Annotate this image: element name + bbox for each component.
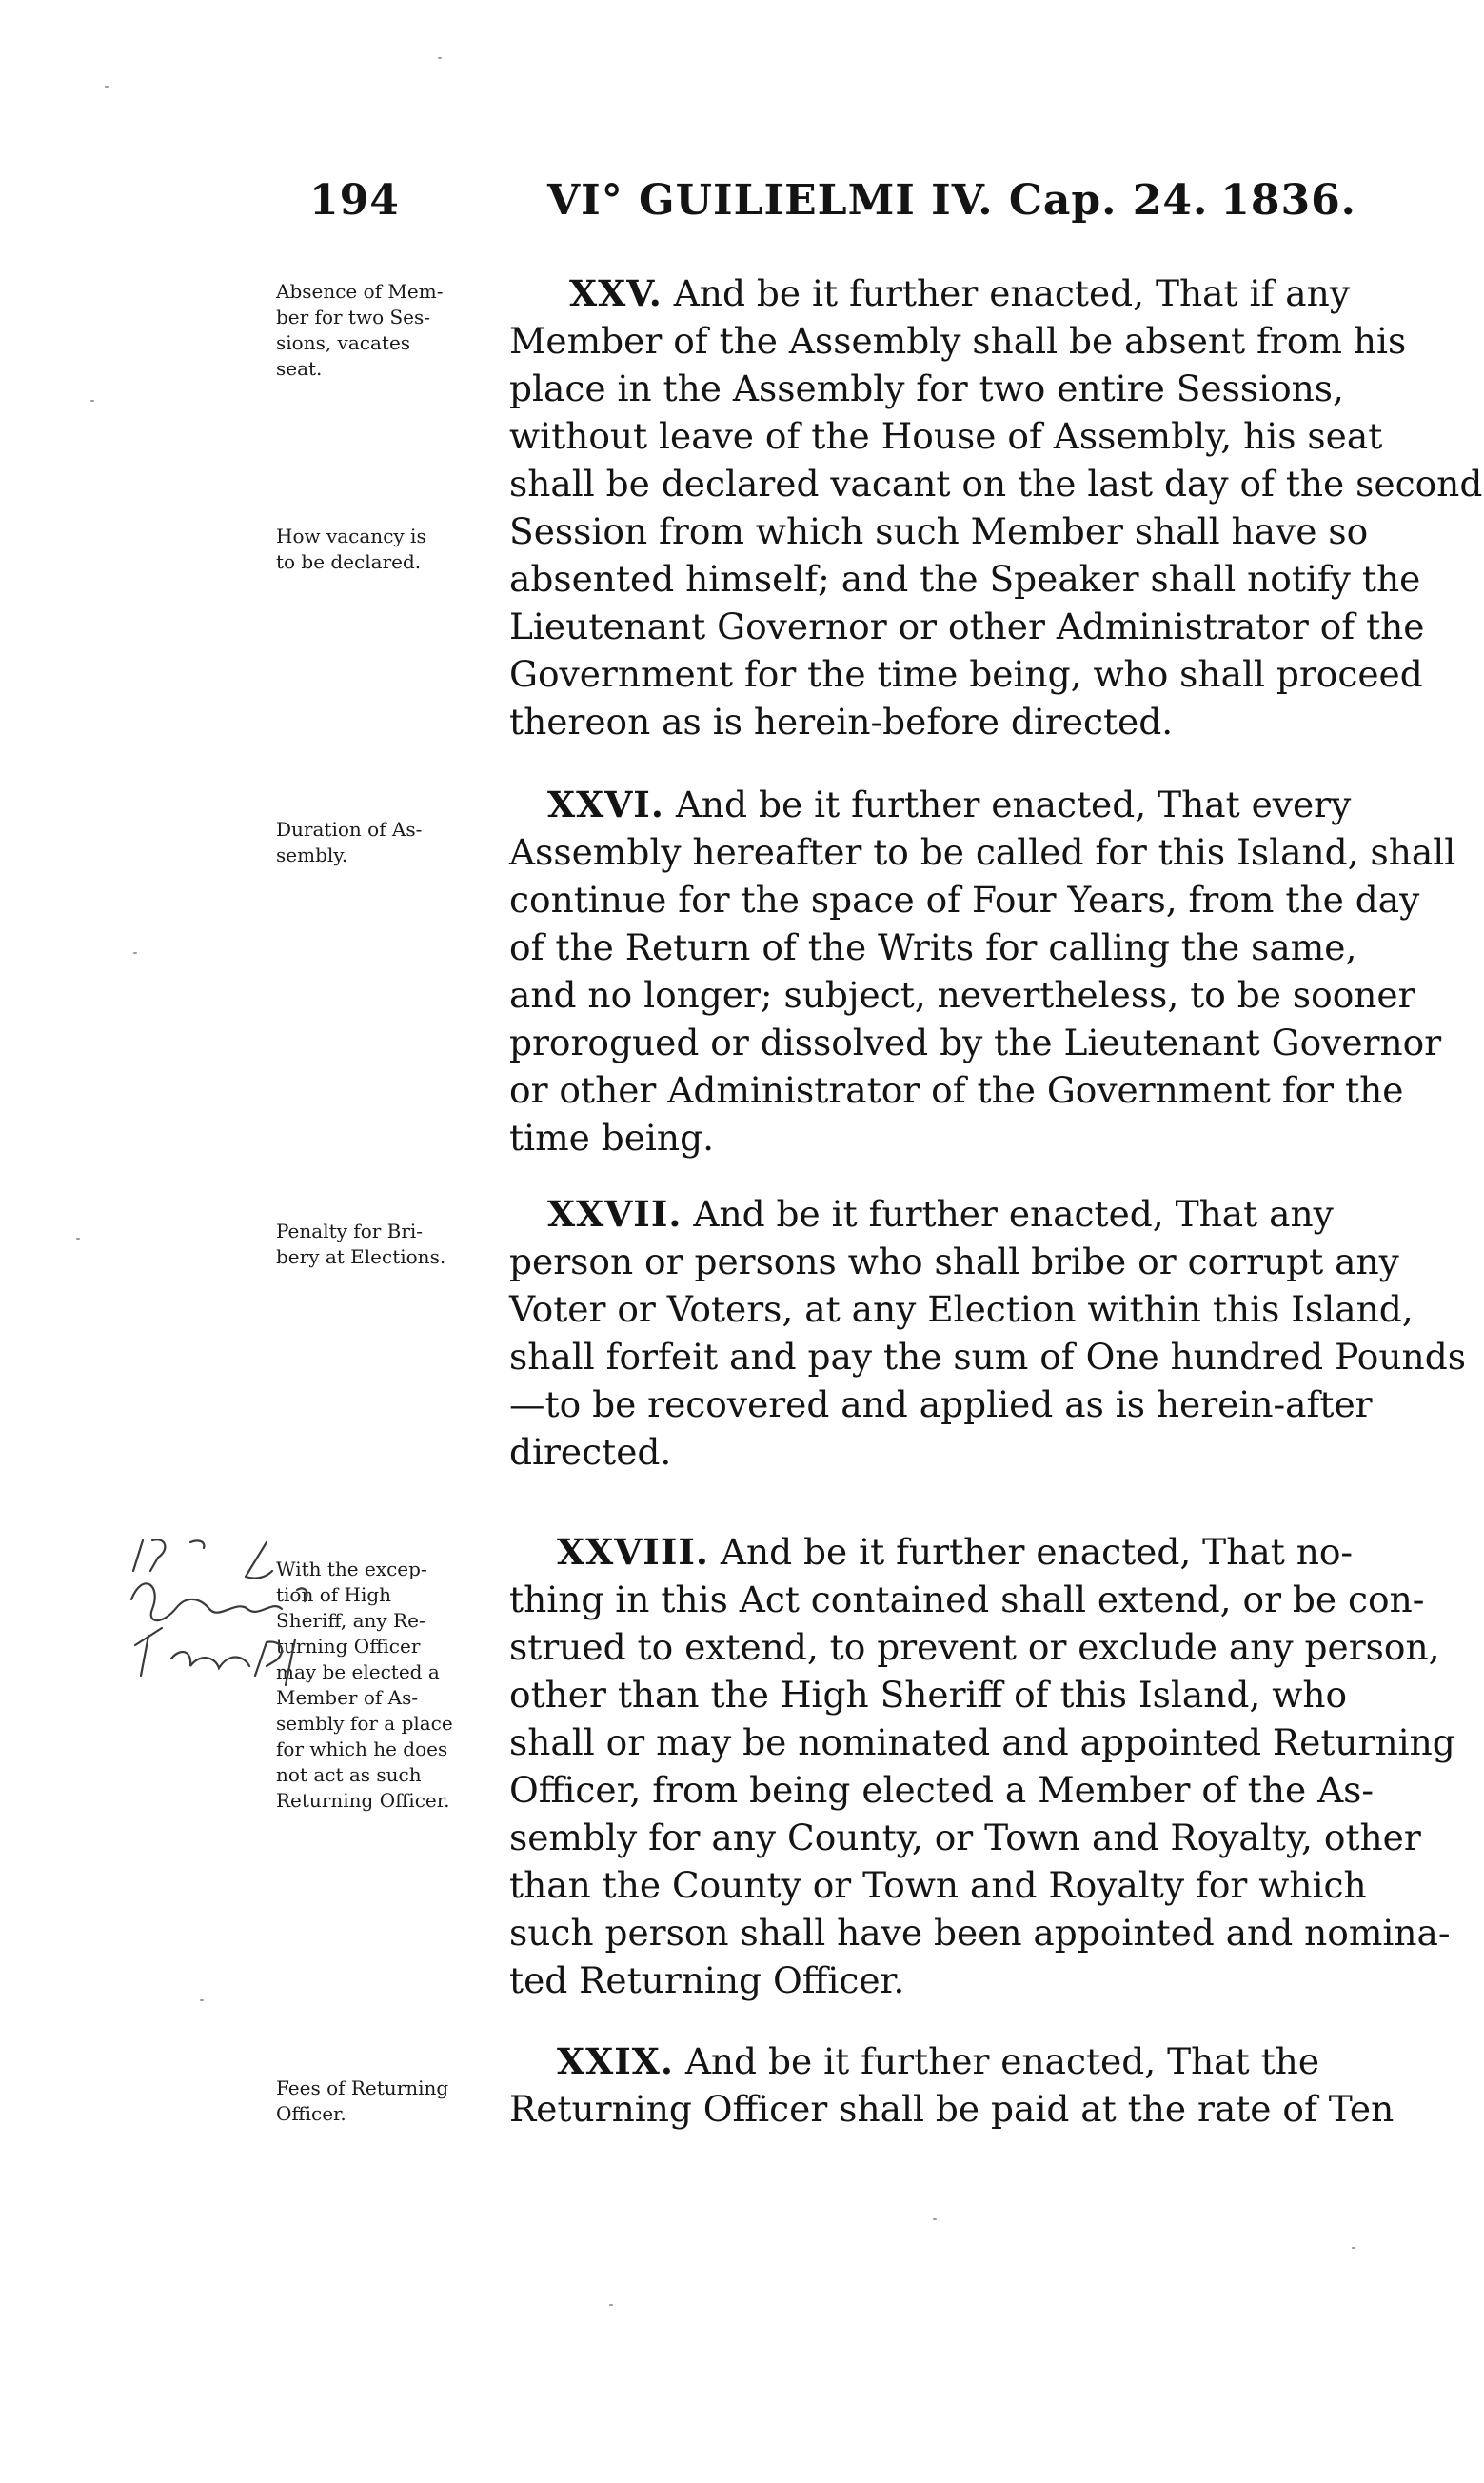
section-numeral: XXVI. — [547, 784, 664, 825]
section-xxviii: XXVIII. And be it further enacted, That no- thing in this Act contained shall extend, or be con- strued to extend, to prevent or exclude any person, other than the High Sheriff of this Island, who shall or may be nominated and appointed Returning Officer, from being elected a Member of the As- sembly for any County, or Town and Royalty, other than the County or Town and Royalty for which such person shall have been appointed and nomina- ted Returning Officer. — [509, 1531, 1455, 2001]
scan-speck — [609, 2304, 613, 2306]
section-xxv: XXV. And be it further enacted, That if any Member of the Assembly shall be absent from his place in the Assembly for two entire Sessions, without leave of the House of Assembly, his seat shall be declared vacant on the last day of the second Session from which such Member shall have so absented himself; and the Speaker shall notify the Lieutenant Governor or other Administrator of the Government for the time being, who shall proceed thereon as is herein-before directed. — [509, 272, 1483, 743]
scan-speck — [438, 57, 442, 59]
section-xxvii: XXVII. And be it further enacted, That any person or persons who shall bribe or corrupt any Voter or Voters, at any Election within this Island, shall forfeit and pay the sum of One hundred Pounds —to be recovered and applied as is herein-after directed. — [509, 1193, 1466, 1473]
section-xxix: XXIX. And be it further enacted, That the Returning Officer shall be paid at the rate of Ten — [509, 2040, 1395, 2130]
margin-note-fees: Fees of Returning Officer. — [276, 2076, 449, 2125]
section-numeral: XXIX. — [557, 2040, 674, 2082]
scan-speck — [90, 400, 94, 402]
scan-speck — [105, 86, 109, 88]
margin-note-returning-officer: With the excep- tion of High Sheriff, any Re- turning Officer may be elected a Member of As- sembly for a place for which he does not act as such Returning Officer. — [276, 1558, 453, 1812]
section-numeral: XXVII. — [547, 1193, 683, 1235]
running-year: 1836. — [1220, 176, 1356, 225]
scan-speck — [133, 952, 137, 954]
margin-note-bribery: Penalty for Bri- bery at Elections. — [276, 1220, 446, 1268]
scan-speck — [200, 1999, 204, 2001]
margin-note-absence: Absence of Mem- ber for two Ses- sions, vacates seat. — [276, 280, 444, 380]
page-number: 194 — [309, 176, 400, 225]
running-head — [309, 176, 1356, 243]
margin-note-vacancy: How vacancy is to be declared. — [276, 525, 426, 573]
handwriting-scribble — [124, 1533, 333, 1699]
section-numeral: XXV. — [569, 272, 663, 314]
handwritten-annotation — [124, 1533, 333, 1699]
section-numeral: XXVIII. — [557, 1531, 709, 1573]
running-title: VI° GUILIELMI IV. Cap. 24. — [547, 176, 1209, 225]
scan-speck — [76, 1238, 80, 1240]
scan-speck — [1352, 2247, 1355, 2249]
section-xxvi: XXVI. And be it further enacted, That every Assembly hereafter to be called for this Island, shall continue for the space of Four Years, from the day of the Return of the Writs for calling the same, and no longer; subject, nevertheless, to be sooner prorogued or dissolved by the Lieutenant Governor or other Administrator of the Government for the time being. — [509, 784, 1456, 1159]
scan-speck — [933, 2218, 937, 2220]
margin-note-duration: Duration of As- sembly. — [276, 818, 423, 866]
